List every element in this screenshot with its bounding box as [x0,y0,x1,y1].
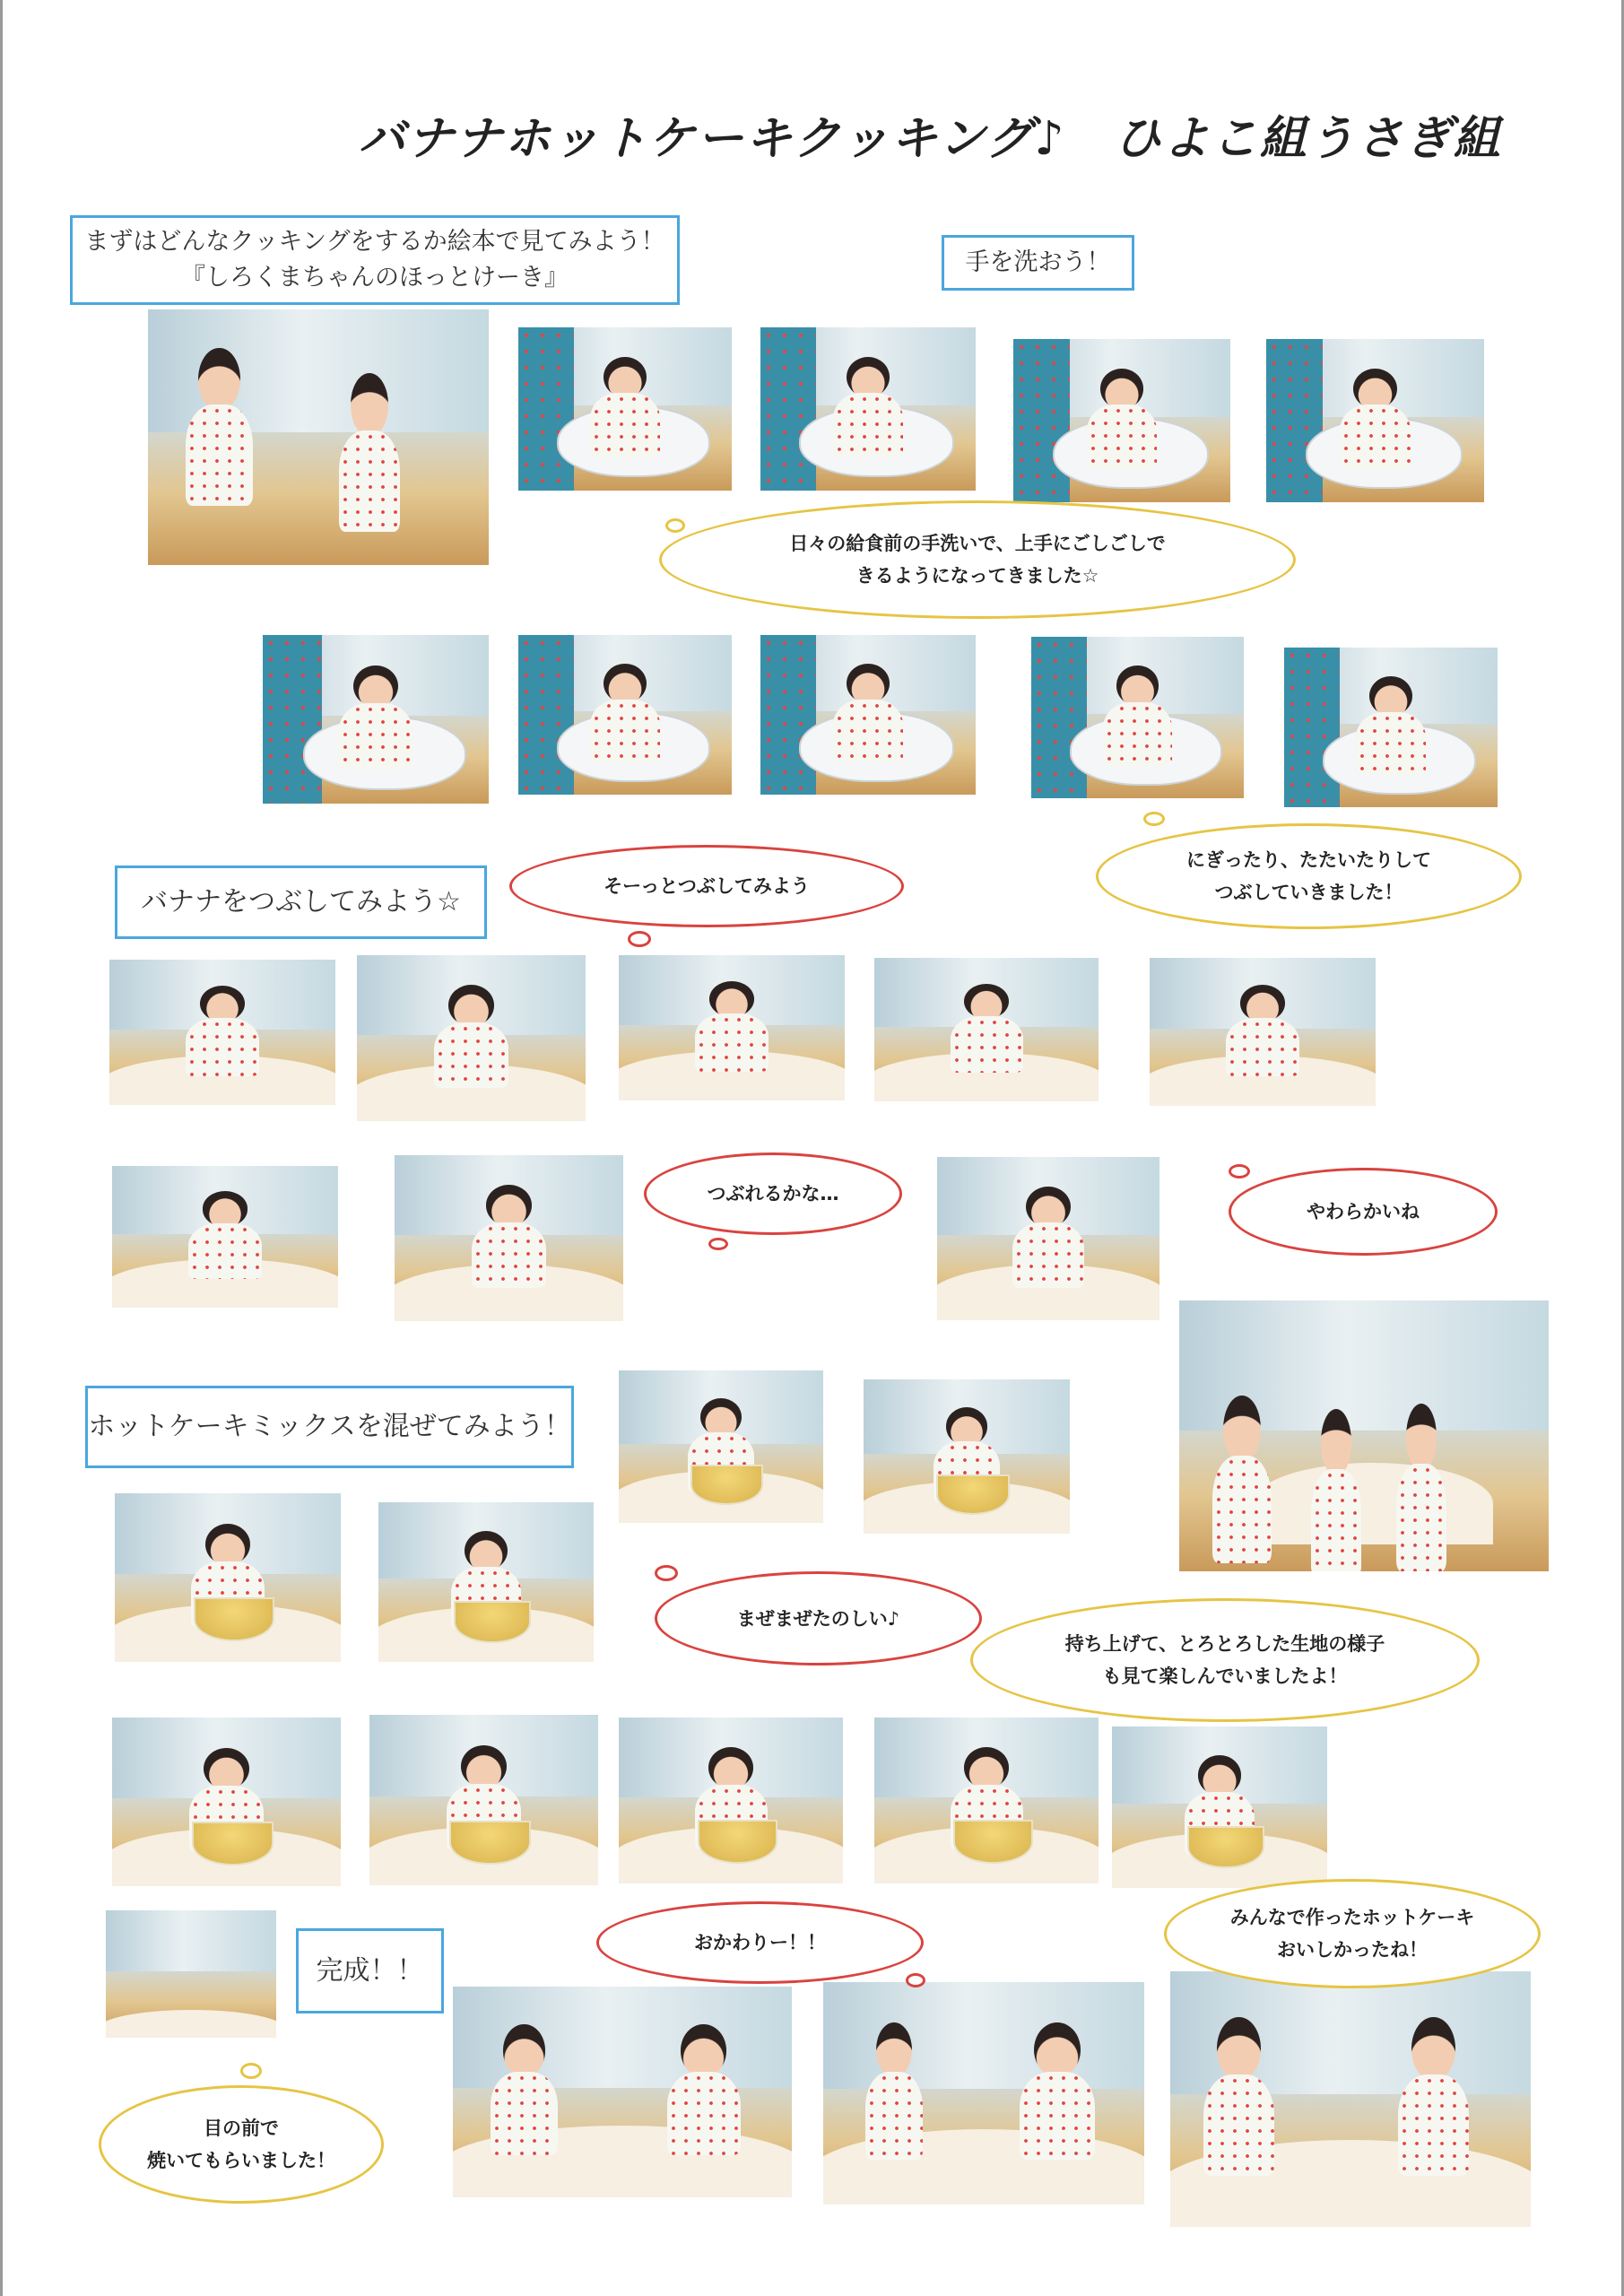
photo-mix-4 [378,1502,594,1662]
cloud-squeeze-line2: つぶしていきました！ [1214,882,1403,903]
cloud-wash-tail [665,518,685,533]
cloud-lift [970,1598,1480,1722]
mix-box: ホットケーキミックスを混ぜてみよう！ [85,1386,574,1468]
cloud-squeeze-line1: にぎったり、たたいたりして [1186,849,1431,871]
scan-edge-left [0,0,3,2296]
photo-banana-5 [1150,958,1376,1106]
cloud-can-crush: つぶれるかな… [644,1152,902,1235]
page-title: バナナホットケーキクッキング♪ ひよこ組うさぎ組 [359,112,1502,166]
cloud-delicious-line2: おいしかったね！ [1277,1939,1428,1961]
cloud-seconds-tail [906,1973,925,1987]
photo-banana-3 [619,955,845,1100]
photo-handwash-8 [1031,637,1244,798]
wash-box: 手を洗おう！ [942,235,1134,291]
photo-handwash-1 [518,327,732,491]
photo-mix-8 [874,1718,1099,1883]
photo-mix-2 [864,1379,1070,1534]
cloud-mixing-fun-tail [655,1565,678,1581]
photo-banana-4 [874,958,1099,1101]
cloud-gently-tail [628,931,651,947]
cloud-wash [659,500,1296,619]
photo-banana-6 [112,1166,338,1308]
cloud-baked-line2: 焼いてもらいました！ [147,2150,335,2171]
cloud-baked-tail [240,2063,262,2079]
intro-box-line1: まずはどんなクッキングをするか絵本で見てみよう！ [84,228,665,256]
photo-eating-2 [823,1982,1144,2205]
cloud-soft-tail [1229,1164,1250,1178]
photo-handwash-5 [263,635,489,804]
photo-mix-5 [112,1718,341,1886]
intro-box-line2: 『しろくまちゃんのほっとけーき』 [181,264,569,291]
photo-mix-3 [115,1493,341,1662]
photo-storybook-reading [148,309,489,565]
banana-box: バナナをつぶしてみよう☆ [115,865,487,939]
photo-banana-8 [937,1157,1159,1320]
photo-mix-6 [369,1715,598,1885]
photo-eating-1 [453,1987,792,2197]
photo-handwash-2 [760,327,976,491]
photo-mix-group [1179,1300,1549,1571]
cloud-seconds: おかわりー！！ [596,1901,924,1984]
cloud-delicious-line1: みんなで作ったホットケーキ [1229,1907,1475,1928]
done-box: 完成！！ [296,1928,444,2013]
cloud-gently: そーっとつぶしてみよう [509,845,904,927]
cloud-squeeze [1096,823,1522,929]
photo-banana-7 [395,1155,623,1321]
photo-griddle-classroom [106,1910,276,2038]
cloud-baked [99,2085,384,2204]
cloud-squeeze-tail [1143,812,1165,826]
photo-handwash-4 [1266,339,1484,502]
photo-mix-9 [1112,1726,1327,1888]
cloud-soft: やわらかいね [1229,1168,1498,1256]
intro-box [70,215,680,305]
photo-handwash-9 [1284,648,1498,807]
photo-banana-2 [357,955,586,1121]
cloud-mixing-fun: まぜまぜたのしい♪ [655,1571,982,1665]
cloud-can-crush-tail [708,1238,728,1250]
photo-handwash-3 [1013,339,1230,502]
photo-handwash-7 [760,635,976,795]
cloud-lift-line2: も見て楽しんでいましたよ！ [1102,1665,1348,1687]
cloud-lift-line1: 持ち上げて、とろとろした生地の様子 [1064,1633,1385,1655]
photo-banana-1 [109,960,335,1105]
cloud-wash-line1: 日々の給食前の手洗いで、上手にごしごしで [789,533,1166,554]
photo-handwash-6 [518,635,732,795]
photo-eating-3 [1170,1971,1531,2227]
photo-mix-1 [619,1370,823,1523]
cloud-delicious [1164,1879,1541,1988]
photo-mix-7 [619,1718,843,1883]
cloud-wash-line2: きるようになってきました☆ [855,565,1099,587]
cloud-baked-line1: 目の前で [204,2118,279,2139]
